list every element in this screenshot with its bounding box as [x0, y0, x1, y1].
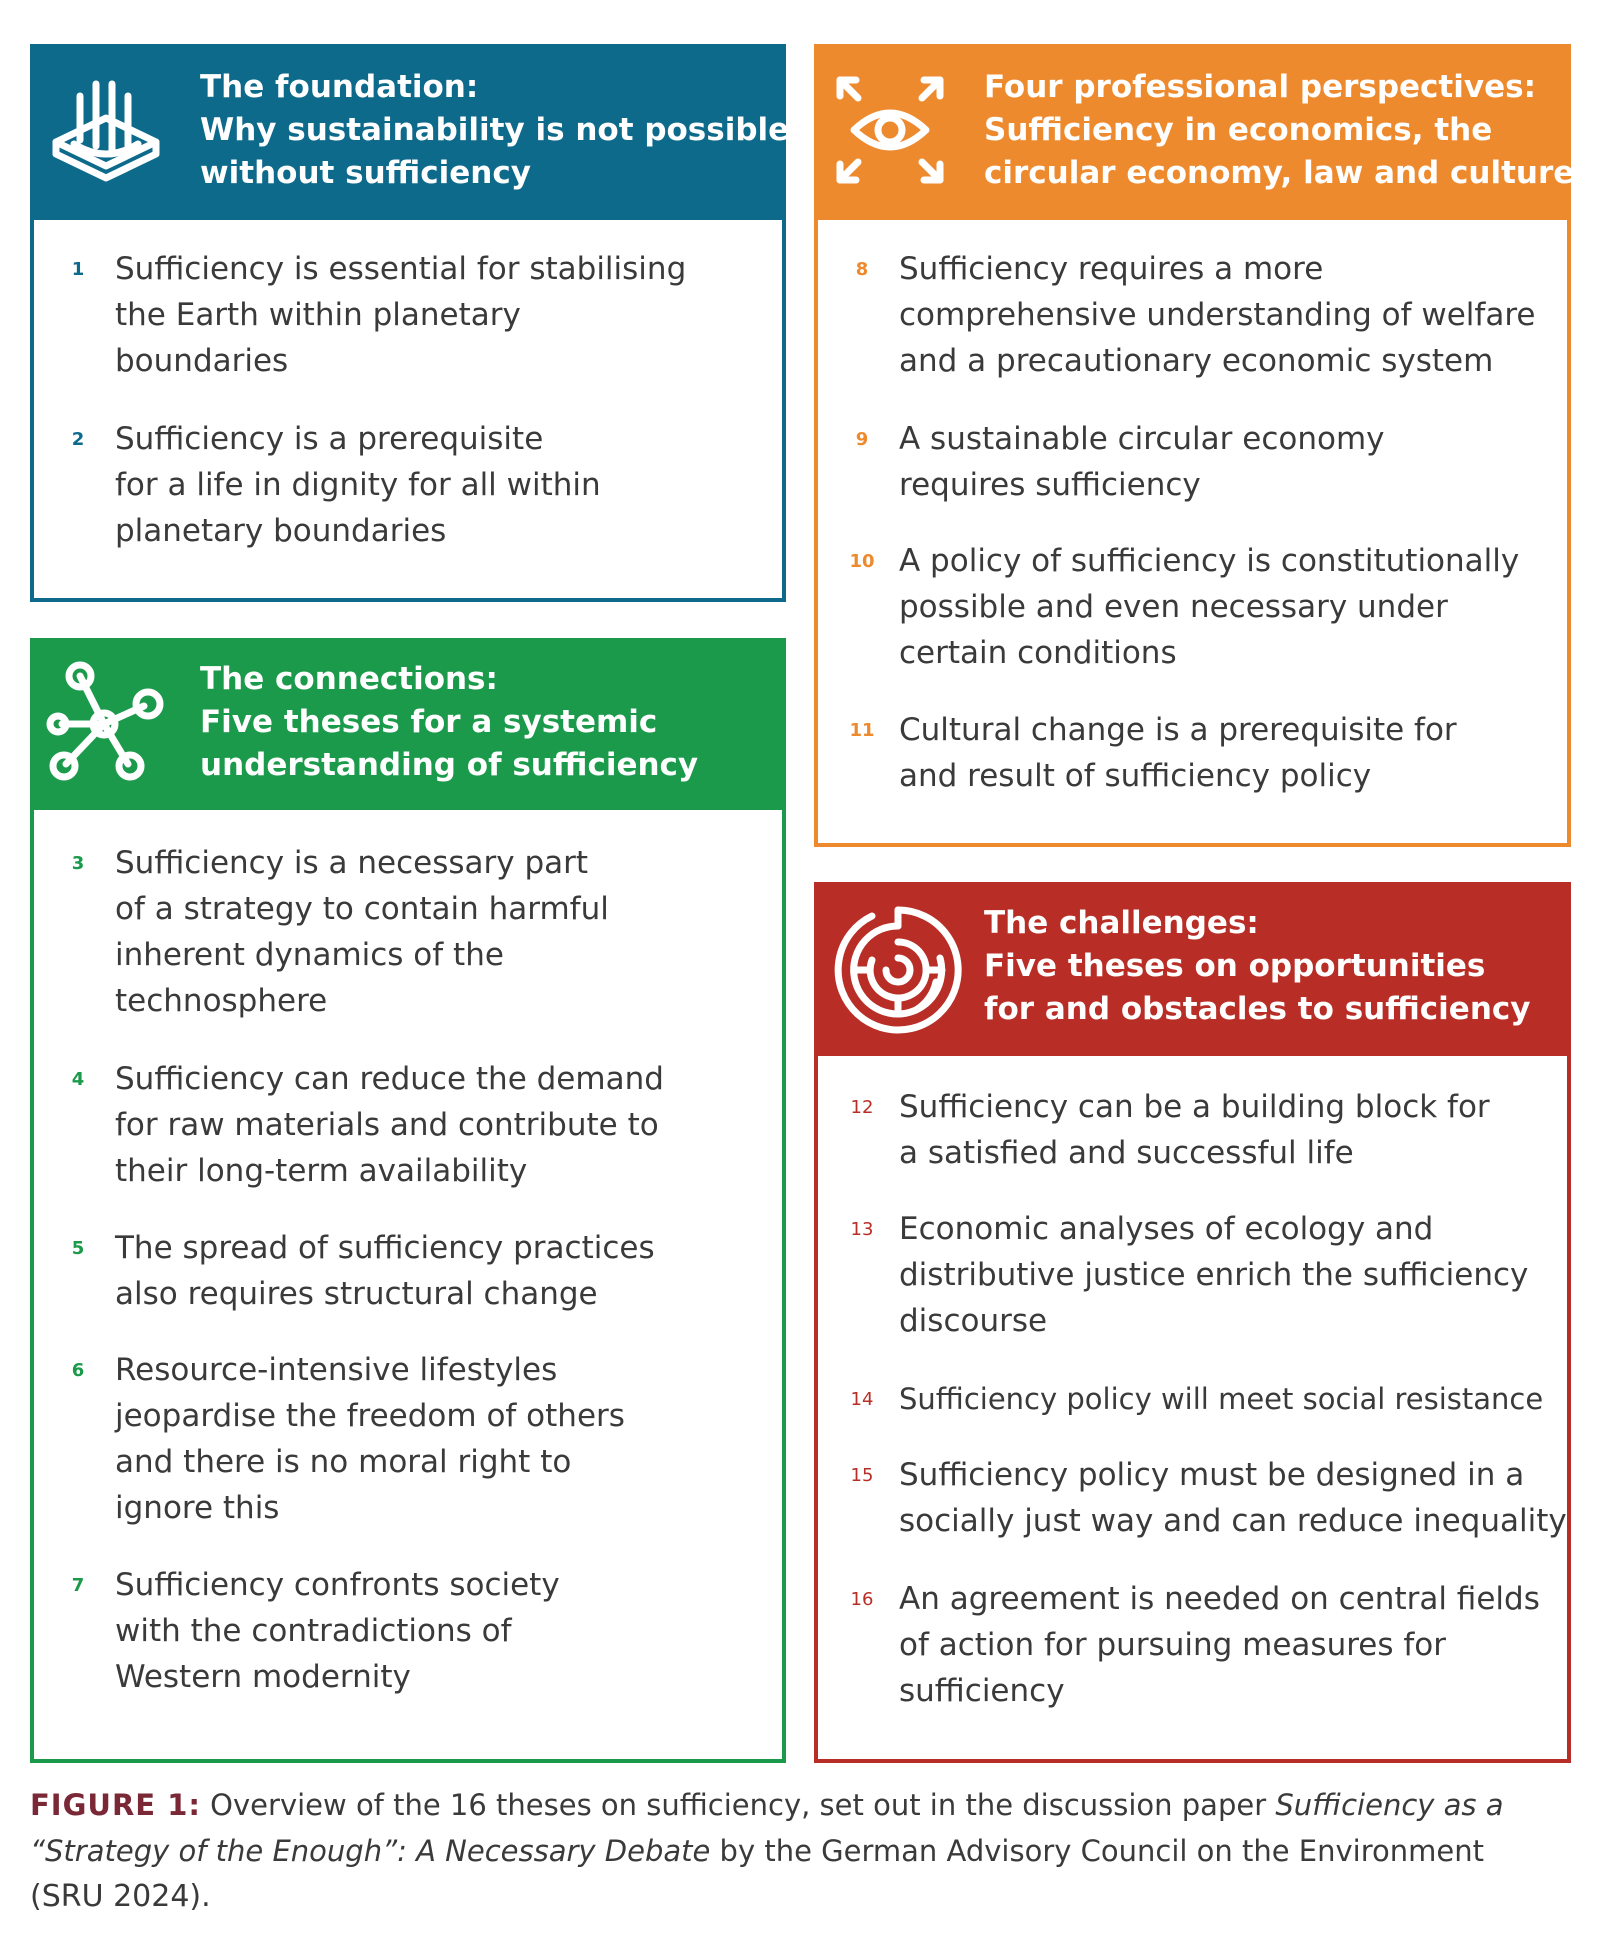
thesis-line: Sufficiency is a necessary part: [115, 845, 589, 881]
thesis-line: planetary boundaries: [115, 513, 447, 549]
panel-foundation-header: [34, 48, 790, 220]
thesis-text: [115, 1225, 772, 1317]
thesis-number: 1: [71, 259, 85, 280]
thesis-text: [899, 1084, 1557, 1176]
thesis-line: comprehensive understanding of welfare: [899, 297, 1536, 333]
thesis-line: the Earth within planetary: [115, 297, 521, 333]
thesis-line: of a strategy to contain harmful: [115, 891, 609, 927]
thesis-text: [115, 416, 772, 554]
title-line: Five theses for a systemic: [200, 704, 658, 740]
thesis-text: [115, 246, 772, 384]
thesis-line: with the contradictions of: [115, 1613, 512, 1649]
thesis-text: [899, 416, 1557, 508]
thesis-number: 16: [850, 1589, 874, 1610]
title-line: The challenges:: [984, 905, 1259, 941]
thesis-line: Sufficiency policy will meet social resistance: [899, 1382, 1544, 1416]
panel-connections-header: [34, 642, 782, 810]
caption-title-italic: “Strategy of the Enough”: A Necessary Debate: [30, 1834, 711, 1868]
thesis-text: [115, 840, 772, 1024]
thesis-number: 15: [850, 1465, 874, 1486]
thesis-text: [115, 1056, 772, 1194]
pillar-structure-icon: [46, 74, 166, 194]
thesis-text: [899, 1206, 1557, 1344]
thesis-number: 8: [855, 259, 869, 280]
thesis-number: 12: [850, 1097, 874, 1118]
thesis-number: 2: [71, 429, 85, 450]
title-line: The connections:: [200, 661, 498, 697]
thesis-line: socially just way and can reduce inequality: [899, 1503, 1567, 1539]
network-nodes-icon: [44, 654, 166, 784]
thesis-text: [899, 1576, 1557, 1714]
thesis-line: a satisfied and successful life: [899, 1135, 1354, 1171]
thesis-text: [899, 1376, 1557, 1422]
panel-perspectives: [814, 44, 1575, 847]
caption-text: (SRU 2024).: [30, 1879, 211, 1914]
thesis-line: Sufficiency requires a more: [899, 251, 1324, 287]
thesis-text: [899, 1452, 1567, 1544]
title-line: circular economy, law and culture: [984, 155, 1575, 191]
thesis-number: 6: [71, 1360, 85, 1381]
panel-foundation: [30, 44, 790, 602]
thesis-line: possible and even necessary under: [899, 589, 1448, 625]
thesis-line: Sufficiency can be a building block for: [899, 1089, 1490, 1125]
panel-challenges-title: [984, 902, 1530, 1031]
figure-caption: [30, 1782, 1580, 1920]
thesis-number: 7: [71, 1575, 85, 1596]
caption-label: FIGURE 1:: [30, 1788, 201, 1822]
thesis-text: [899, 707, 1557, 799]
maze-icon: [832, 904, 964, 1036]
thesis-line: their long-term availability: [115, 1153, 528, 1189]
thesis-line: certain conditions: [899, 635, 1177, 671]
caption-line: [30, 1782, 1580, 1828]
thesis-text: [899, 246, 1557, 384]
thesis-number: 5: [71, 1238, 85, 1259]
thesis-line: sufficiency: [899, 1673, 1065, 1709]
thesis-line: of action for pursuing measures for: [899, 1627, 1446, 1663]
thesis-line: Western modernity: [115, 1659, 411, 1695]
thesis-line: Economic analyses of ecology and: [899, 1211, 1434, 1247]
thesis-number: 14: [850, 1389, 874, 1410]
title-line: Five theses on opportunities: [984, 948, 1486, 984]
thesis-number: 11: [849, 720, 875, 741]
thesis-line: for a life in dignity for all within: [115, 467, 601, 503]
thesis-line: requires sufficiency: [899, 467, 1201, 503]
thesis-number: 4: [71, 1069, 85, 1090]
thesis-text: [115, 1347, 772, 1531]
thesis-line: A policy of sufficiency is constitutionally: [899, 543, 1520, 579]
thesis-number: 10: [849, 551, 875, 572]
title-line: Four professional perspectives:: [984, 69, 1536, 105]
caption-text: by the German Advisory Council on the Environment: [710, 1834, 1484, 1868]
thesis-line: and result of sufficiency policy: [899, 758, 1372, 794]
title-line: The foundation:: [200, 69, 479, 105]
thesis-number: 13: [850, 1219, 874, 1240]
panel-foundation-title: [200, 66, 789, 195]
thesis-line: Sufficiency can reduce the demand: [115, 1061, 664, 1097]
thesis-number: 3: [71, 853, 85, 874]
thesis-line: jeopardise the freedom of others: [115, 1398, 625, 1434]
thesis-line: An agreement is needed on central fields: [899, 1581, 1540, 1617]
thesis-line: boundaries: [115, 343, 289, 379]
thesis-line: Resource-intensive lifestyles: [115, 1352, 558, 1388]
title-line: Sufficiency in economics, the: [984, 112, 1493, 148]
thesis-line: Sufficiency policy must be designed in a: [899, 1457, 1525, 1493]
thesis-line: inherent dynamics of the: [115, 937, 504, 973]
thesis-line: Sufficiency is a prerequisite: [115, 421, 544, 457]
panel-connections-title: [200, 658, 698, 787]
title-line: without sufficiency: [200, 155, 531, 191]
caption-line: [30, 1828, 1580, 1874]
thesis-text: [115, 1562, 772, 1700]
thesis-text: [899, 538, 1557, 676]
caption-title-italic: Sufficiency as a: [1275, 1788, 1504, 1822]
thesis-line: distributive justice enrich the sufficiency: [899, 1257, 1529, 1293]
title-line: understanding of sufficiency: [200, 747, 699, 783]
thesis-line: technosphere: [115, 983, 328, 1019]
thesis-line: The spread of sufficiency practices: [115, 1230, 655, 1266]
thesis-line: discourse: [899, 1303, 1048, 1339]
thesis-line: and there is no moral right to: [115, 1444, 572, 1480]
thesis-line: and a precautionary economic system: [899, 343, 1494, 379]
caption-line: [30, 1874, 1580, 1920]
caption-text: Overview of the 16 theses on sufficiency, set out in the discussion paper: [200, 1788, 1276, 1822]
thesis-line: A sustainable circular economy: [899, 421, 1385, 457]
thesis-line: Sufficiency is essential for stabilising: [115, 251, 687, 287]
thesis-number: 9: [855, 429, 869, 450]
title-line: for and obstacles to sufficiency: [984, 991, 1531, 1027]
eye-arrows-icon: [832, 72, 948, 188]
panel-connections: [30, 638, 786, 1763]
panel-challenges-header: [818, 886, 1567, 1056]
thesis-line: Sufficiency confronts society: [115, 1567, 560, 1603]
thesis-line: Cultural change is a prerequisite for: [899, 712, 1457, 748]
thesis-line: ignore this: [115, 1490, 280, 1526]
panel-challenges: [814, 882, 1571, 1763]
title-line: Why sustainability is not possible: [200, 112, 790, 148]
thesis-line: for raw materials and contribute to: [115, 1107, 659, 1143]
thesis-line: also requires structural change: [115, 1276, 598, 1312]
panel-perspectives-title: [984, 66, 1574, 195]
panel-perspectives-header: [818, 48, 1575, 220]
